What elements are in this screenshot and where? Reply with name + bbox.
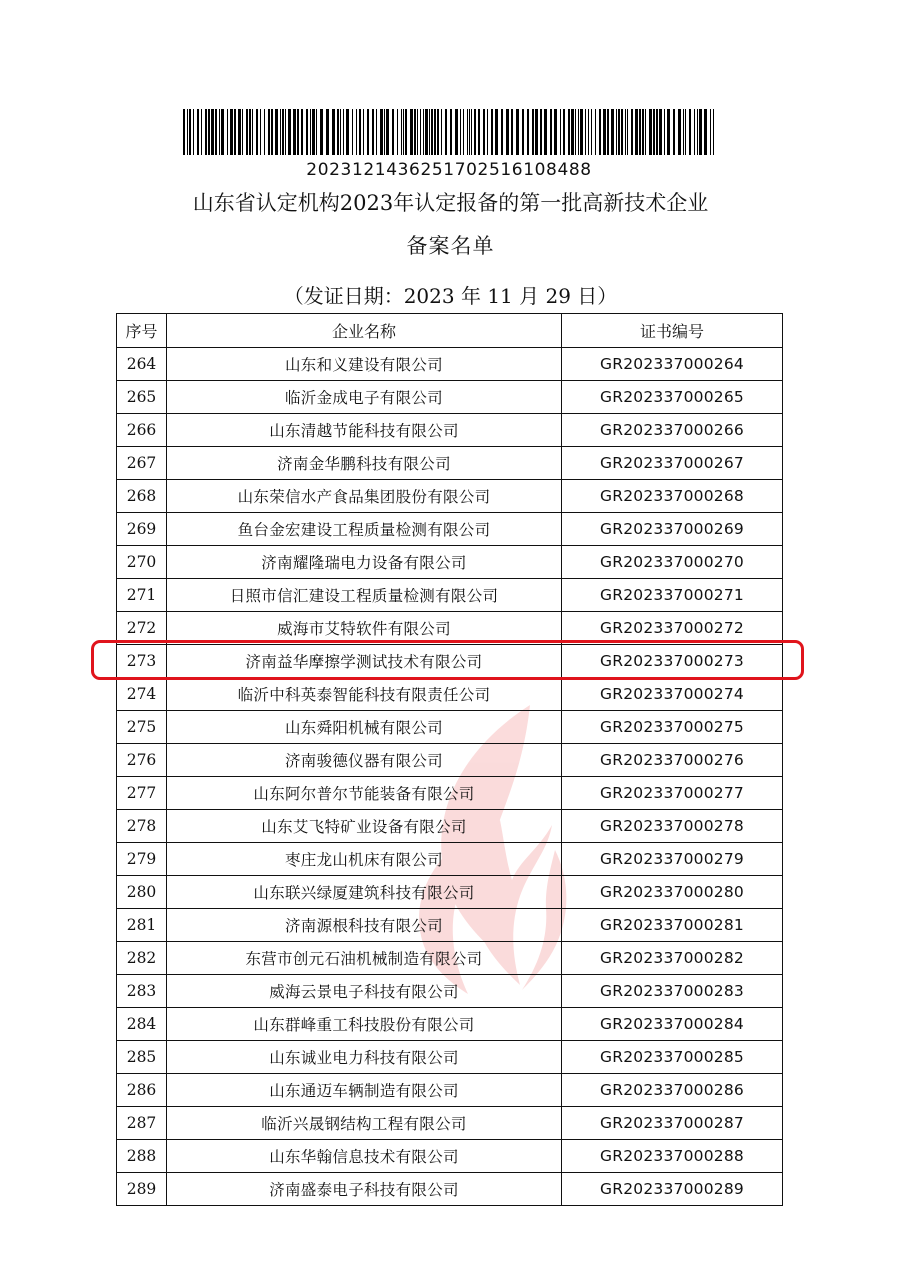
- company-name: 济南骏德仪器有限公司: [167, 744, 562, 777]
- row-index: 286: [117, 1074, 167, 1107]
- table-row: [117, 513, 783, 546]
- row-index: 272: [117, 612, 167, 645]
- company-name: 威海云景电子科技有限公司: [167, 975, 562, 1008]
- certificate-number: GR202337000273: [562, 645, 783, 678]
- row-index: 276: [117, 744, 167, 777]
- table-row: [117, 1074, 783, 1107]
- table-row: [117, 1107, 783, 1140]
- column-header-cert: 证书编号: [562, 314, 783, 348]
- company-name: 山东舜阳机械有限公司: [167, 711, 562, 744]
- table-row: [117, 645, 783, 678]
- barcode-number: 202312143625170251610848​8: [306, 160, 592, 180]
- table-row: [117, 843, 783, 876]
- table-row: [117, 447, 783, 480]
- company-name: 山东清越节能科技有限公司: [167, 414, 562, 447]
- table-row: [117, 480, 783, 513]
- company-name: 山东群峰重工科技股份有限公司: [167, 1008, 562, 1041]
- table-row: [117, 1008, 783, 1041]
- certificate-number: GR202337000281: [562, 909, 783, 942]
- table-row: [117, 942, 783, 975]
- certificate-number: GR202337000267: [562, 447, 783, 480]
- certificate-number: GR202337000269: [562, 513, 783, 546]
- row-index: 279: [117, 843, 167, 876]
- company-name: 山东阿尔普尔节能装备有限公司: [167, 777, 562, 810]
- table-row: [117, 1041, 783, 1074]
- certificate-number: GR202337000276: [562, 744, 783, 777]
- company-name: 济南金华鹏科技有限公司: [167, 447, 562, 480]
- table-row: [117, 348, 783, 381]
- certificate-number: GR202337000278: [562, 810, 783, 843]
- table-row: [117, 546, 783, 579]
- table-row: [117, 1173, 783, 1206]
- company-name: 临沂中科英泰智能科技有限责任公司: [167, 678, 562, 711]
- company-name: 山东荣信水产食品集团股份有限公司: [167, 480, 562, 513]
- table-row: [117, 612, 783, 645]
- company-name: 山东通迈车辆制造有限公司: [167, 1074, 562, 1107]
- certificate-number: GR202337000286: [562, 1074, 783, 1107]
- barcode: [183, 109, 715, 155]
- document-title: 山东省认定机构2023年认定报备的第一批高新技术企业: [192, 191, 709, 215]
- row-index: 288: [117, 1140, 167, 1173]
- certificate-number: GR202337000283: [562, 975, 783, 1008]
- row-index: 270: [117, 546, 167, 579]
- row-index: 268: [117, 480, 167, 513]
- certificate-number: GR202337000271: [562, 579, 783, 612]
- company-name: 山东诚业电力科技有限公司: [167, 1041, 562, 1074]
- row-index: 267: [117, 447, 167, 480]
- table-row: [117, 579, 783, 612]
- row-index: 275: [117, 711, 167, 744]
- certificate-number: GR202337000279: [562, 843, 783, 876]
- certificate-number: GR202337000268: [562, 480, 783, 513]
- row-index: 285: [117, 1041, 167, 1074]
- certificate-number: GR202337000284: [562, 1008, 783, 1041]
- certificate-number: GR202337000287: [562, 1107, 783, 1140]
- table-row: [117, 744, 783, 777]
- certificate-number: GR202337000266: [562, 414, 783, 447]
- table-header-row: [117, 314, 783, 348]
- certificate-number: GR202337000275: [562, 711, 783, 744]
- row-index: 265: [117, 381, 167, 414]
- row-index: 274: [117, 678, 167, 711]
- row-index: 271: [117, 579, 167, 612]
- certificate-number: GR202337000282: [562, 942, 783, 975]
- company-name: 鱼台金宏建设工程质量检测有限公司: [167, 513, 562, 546]
- table-row: [117, 414, 783, 447]
- company-name: 日照市信汇建设工程质量检测有限公司: [167, 579, 562, 612]
- certificate-number: GR202337000289: [562, 1173, 783, 1206]
- company-name: 临沂兴晟钢结构工程有限公司: [167, 1107, 562, 1140]
- certificate-number: GR202337000264: [562, 348, 783, 381]
- document-subtitle: 备案名单: [406, 234, 495, 258]
- company-name: 济南源根科技有限公司: [167, 909, 562, 942]
- row-index: 281: [117, 909, 167, 942]
- column-header-company: 企业名称: [167, 314, 562, 348]
- row-index: 266: [117, 414, 167, 447]
- row-index: 269: [117, 513, 167, 546]
- row-index: 264: [117, 348, 167, 381]
- table-row: [117, 381, 783, 414]
- company-name: 济南益华摩擦学测试技术有限公司: [167, 645, 562, 678]
- enterprise-table: [116, 313, 783, 1206]
- company-name: 济南盛泰电子科技有限公司: [167, 1173, 562, 1206]
- row-index: 287: [117, 1107, 167, 1140]
- certificate-number: GR202337000288: [562, 1140, 783, 1173]
- table-row: [117, 1140, 783, 1173]
- certificate-number: GR202337000272: [562, 612, 783, 645]
- company-name: 东营市创元石油机械制造有限公司: [167, 942, 562, 975]
- certificate-number: GR202337000270: [562, 546, 783, 579]
- row-index: 282: [117, 942, 167, 975]
- table-row: [117, 678, 783, 711]
- company-name: 山东联兴绿厦建筑科技有限公司: [167, 876, 562, 909]
- row-index: 273: [117, 645, 167, 678]
- company-name: 山东艾飞特矿业设备有限公司: [167, 810, 562, 843]
- certificate-number: GR202337000274: [562, 678, 783, 711]
- company-name: 枣庄龙山机床有限公司: [167, 843, 562, 876]
- row-index: 278: [117, 810, 167, 843]
- company-name: 济南耀隆瑞电力设备有限公司: [167, 546, 562, 579]
- table-row: [117, 810, 783, 843]
- issue-date: （发证日期：2023 年 11 月 29 日）: [283, 284, 618, 308]
- table-row: [117, 975, 783, 1008]
- certificate-number: GR202337000285: [562, 1041, 783, 1074]
- certificate-number: GR202337000277: [562, 777, 783, 810]
- column-header-index: 序号: [117, 314, 167, 348]
- certificate-number: GR202337000280: [562, 876, 783, 909]
- row-index: 283: [117, 975, 167, 1008]
- row-index: 280: [117, 876, 167, 909]
- row-index: 277: [117, 777, 167, 810]
- certificate-number: GR202337000265: [562, 381, 783, 414]
- table-row: [117, 876, 783, 909]
- company-name: 威海市艾特软件有限公司: [167, 612, 562, 645]
- row-index: 284: [117, 1008, 167, 1041]
- row-index: 289: [117, 1173, 167, 1206]
- company-name: 临沂金成电子有限公司: [167, 381, 562, 414]
- table-row: [117, 711, 783, 744]
- table-row: [117, 909, 783, 942]
- company-name: 山东和义建设有限公司: [167, 348, 562, 381]
- company-name: 山东华翰信息技术有限公司: [167, 1140, 562, 1173]
- table-row: [117, 777, 783, 810]
